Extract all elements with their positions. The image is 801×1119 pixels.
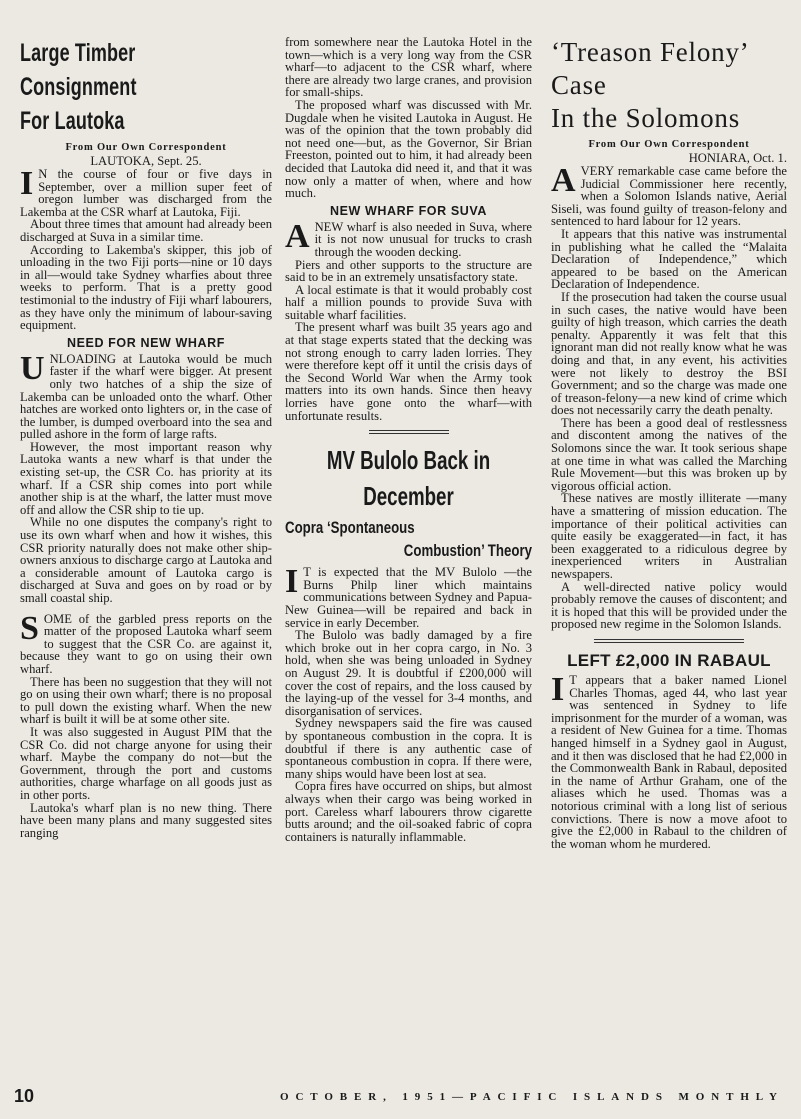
dateline: HONIARA, Oct. 1. <box>688 151 787 165</box>
paragraph: It was also suggested in August PIM that the CSR Co. did not charge anyone for using their wharf. Maybe the company do not—but the Government, through the port and customs authorities, charge wharfage on all goods just as in other ports. <box>20 724 272 802</box>
lead-paragraph: AVERY remarkable case came before the Judicial Commissioner here recently, when a Solomon Islands native, Aerial Siseli, was found guilty of treason-felony and sentenced to hard labour for 12 years. <box>551 162 787 229</box>
divider-rule <box>369 430 449 434</box>
article-headline-rabaul: LEFT £2,000 IN RABAUL <box>567 650 771 670</box>
drop-cap: U <box>20 349 45 387</box>
headline-line: In the Solomons <box>551 103 741 133</box>
lead-paragraph: I N the course of four or five days in September, over a million super feet of oregon lumber was discharged from the Lakemba at the CSR wharf at Lautoka, Fiji. <box>20 165 272 219</box>
paragraph-continued: from somewhere near the Lautoka Hotel in the town—which is a very long way from the CSR wharf—to adjacent to the CSR wharf, where there are already two large cranes, and provision for small-ships. <box>285 35 532 100</box>
subheading: NEW WHARF FOR SUVA <box>329 203 488 218</box>
paragraph: Copra fires have occurred on ships, but almost always when their cargo was being worked in port. Careless wharf labourers throw cigarette butts around; and the oil-soaked fabric of copra containers is naturally inflammable. <box>285 779 532 844</box>
drop-cap: I <box>285 563 299 601</box>
paragraph: There has been a good deal of restlessness and discontent among the natives of the Solomons since the war. It took serious shape at one time in what was called the Marching Rule Movement—but this was broken up by vigorous official action. <box>551 415 787 493</box>
headline-line: Large Timber <box>20 39 136 67</box>
column-2 <box>285 36 532 843</box>
paragraph: According to Lakemba's skipper, this job of unloading in the two Fiji ports—nine or 10 days in all—would take Sydney wharfies about three weeks to perform. That is a pretty good testimonial to the industry of Fiji wharf labourers, as they have only the minimum of labour-saving equipment. <box>20 242 272 333</box>
dateline: LAUTOKA, Sept. 25. <box>90 154 202 168</box>
article-deck <box>285 516 532 562</box>
paragraph: The proposed wharf was discussed with Mr. Dugdale when he visited Lautoka in August. He was of the opinion that the town probably did not need one—but, as the Governor, Sir Brian Freeston, pointed out to him, it had already been decided that Lautoka did need it, and that it was now only a matter of when, where and how much. <box>285 97 532 201</box>
headline-line: Consignment <box>20 73 137 101</box>
headline-line: For Lautoka <box>20 107 125 135</box>
byline: From Our Own Correspondent <box>588 139 750 150</box>
running-footer: OCTOBER, 1951—PACIFIC ISLANDS MONTHLY <box>280 1091 784 1103</box>
paragraph: However, the most important reason why Lautoka wants a new wharf is that under the existing set-up, the CSR Co. has priority at its wharf. If a CSR ship comes into port while another ship is at the wharf, the latter must move off and allow the CSR ship to tie up. <box>20 439 272 517</box>
paragraph: The Bulolo was badly damaged by a fire which broke out in her copra cargo, in No. 3 hold, when she was being unloaded in Sydney on August 29. It is doubtful if £200,000 will cover the cost of repairs, and the loss caused by the laying-up of the vessel for 3-4 months, and disorganisation of services. <box>285 628 532 718</box>
article-headline-bulolo <box>285 442 532 514</box>
paragraph: There has been no suggestion that they will not go on using their own wharf; there is no proposal to pull down the existing wharf. When the new wharf is built it will be at some other site. <box>20 674 272 727</box>
column-1 <box>20 36 272 839</box>
divider-rule <box>594 639 744 643</box>
lead-paragraph: I T appears that a baker named Lionel Charles Thomas, aged 44, who last year was sentenced in Sydney to life imprisonment for the murder of a woman, was a resident of New Guinea for a time. Thomas hanged himself in a Sydney gaol in August, and it then was disclosed that he had £2,000 in the Commonwealth Bank in Rabaul, deposited in the name of Arthur Graham, one of the aliases which he used. Thomas was a notorious criminal with a long list of serious convictions. There is now a move afoot to give the £2,000 in Rabaul to the children of the woman whom he murdered. <box>551 670 787 851</box>
paragraph: If the prosecution had taken the course usual in such cases, the native would have been guilty of high treason, which carries the death penalty. Apparently it was felt that this ignorant man did not really know what he was doing and that, in any event, his activities were not likely to destroy the BSI Government; and so the charge was made one of treason-felony—a new kind of crime which does not necessarily carry the death penalty. <box>551 289 787 418</box>
article-headline-treason <box>551 36 787 135</box>
paragraph: Sydney newspapers said the fire was caused by spontaneous combustion in the copra. It is doubtful if there is any authentic case of spontaneous combustion in copra. If there were, many ships would have been lost at sea. <box>285 716 532 781</box>
paragraph: It appears that this native was instrumental in publishing what he called the “Malaita Declaration of Independence,” which appeared to be based on the American Declaration of Independence. <box>551 226 787 292</box>
paragraph: While no one disputes the company's right to use its own wharf when and how it wishes, this CSR priority naturally does not make other ship-owners anxious to discharge cargo at Lautoka and a considerable amount of Lautoka cargo is discharged at Suva and goes on by road or by small coastal ship. <box>20 515 272 605</box>
page-number: 10 <box>14 1086 35 1106</box>
headline-line: MV Bulolo Back in <box>326 445 491 476</box>
paragraph: The present wharf was built 35 years ago and at that stage experts stated that the decking was not strong enough to carry laden lorries. They were therefore kept off it until the crisis days of the Second World War when the Army took matters into its own hands. Since then heavy lorries have gone onto the wharf—with unfortunate results. <box>285 320 532 423</box>
paragraph: A well-directed native policy would probably remove the causes of discontent; and it is hoped that this will be provided under the proposed new regime in the Solomon Islands. <box>551 579 787 632</box>
headline-line: ‘Treason Felony’ <box>551 37 750 67</box>
paragraph: A local estimate is that it would probably cost half a million pounds to provide Suva with suitable wharf facilities. <box>285 282 532 322</box>
lead-paragraph: SOME of the garbled press reports on the matter of the proposed Lautoka wharf seem to suggest that the CSR Co. are against it, because they want to go on using their own wharf. <box>20 609 272 676</box>
drop-cap: S <box>20 609 39 647</box>
paragraph: About three times that amount had already been discharged at Suva in a similar time. <box>20 217 272 244</box>
lead-paragraph: UNLOADING at Lautoka would be much faster if the wharf were bigger. At present only two hatches of a ship the size of Lakemba can be unloaded onto the wharf. Other hatches are worked onto lighters or, in the case of the lumber, is dumped overboard into the sea and pulled ashore in the form of large rafts. <box>20 349 272 442</box>
lead-paragraph: I T is expected that the MV Bulolo —the Burns Philp liner which maintains communications between Sydney and Papua-New Guinea—will be repaired and back in service in early December. <box>285 563 532 630</box>
paragraph: Lautoka's wharf plan is no new thing. There have been many plans and many suggested sites ranging <box>20 800 272 840</box>
drop-cap: A <box>285 217 310 255</box>
drop-cap: A <box>551 162 576 199</box>
page-footer <box>0 1086 801 1110</box>
subheading: NEED FOR NEW WHARF <box>66 335 225 350</box>
article-headline-timber <box>20 36 272 138</box>
headline-line: December <box>363 481 454 512</box>
byline: From Our Own Correspondent <box>65 142 227 153</box>
headline-line: Case <box>551 70 607 100</box>
paragraph: Piers and other supports to the structure are said to be in an extremely unsatisfactory state. <box>285 257 532 285</box>
paragraph: These natives are mostly illiterate —many have a smattering of mission education. The importance of their political activities can quite easily be exaggerated—in fact, it has been exaggerated to a ridiculous degree by inexperienced writers in Australian newspapers. <box>551 491 787 581</box>
drop-cap: I <box>551 670 565 708</box>
drop-cap: I <box>20 165 34 202</box>
lead-paragraph: ANEW wharf is also needed in Suva, where it is not now unusual for trucks to crash through the wooden decking. <box>285 217 532 259</box>
deck-line: Copra ‘Spontaneous <box>285 518 415 538</box>
deck-line: Combustion’ Theory <box>403 541 532 561</box>
column-3 <box>551 36 787 850</box>
